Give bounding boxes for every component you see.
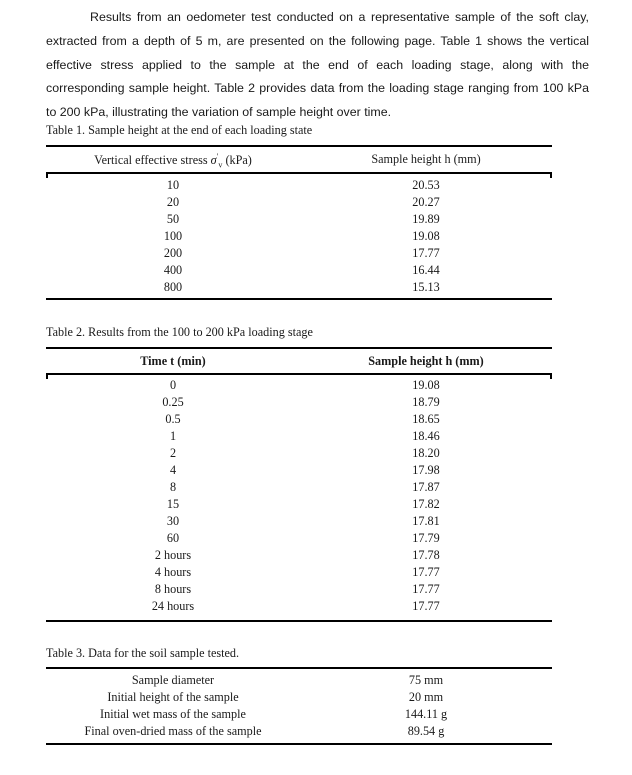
table2-cell-time: 0.25 (162, 395, 184, 409)
table1-row (46, 262, 552, 279)
table2-cell-time: 30 (166, 514, 180, 528)
table1-cell-height: 20.53 (412, 178, 440, 192)
table1-cell-height: 20.27 (412, 195, 440, 209)
table3-caption: Table 3. Data for the soil sample tested. (46, 646, 240, 660)
table2-body (46, 377, 552, 615)
table3-row (46, 723, 552, 740)
table2-cell-time: 8 (169, 480, 177, 494)
table2-cell-height: 17.81 (412, 514, 440, 528)
table2-cell-height: 18.79 (412, 395, 440, 409)
table1-row (46, 194, 552, 211)
table3-cell-property: Initial wet mass of the sample (100, 707, 246, 721)
table2-cell-time: 2 hours (154, 548, 192, 562)
table2-row (46, 496, 552, 513)
table1-cell-height: 19.89 (412, 212, 440, 226)
table1-top-rule (46, 145, 552, 147)
table2-cell-height: 19.08 (412, 378, 440, 392)
table3-row (46, 672, 552, 689)
table1-col1-header: Vertical effective stress $\sigma'_v$ (kPa) (94, 152, 252, 170)
table1-cell-stress: 10 (166, 178, 180, 192)
table3-cell-value: 89.54 g (407, 724, 445, 738)
table3-cell-value: 20 mm (408, 690, 444, 704)
table2-row (46, 445, 552, 462)
table2-row (46, 513, 552, 530)
table1-cell-height: 15.13 (412, 280, 440, 294)
table1-cell-stress: 20 (166, 195, 180, 209)
table2-col2-header: Sample height h (mm) (368, 354, 484, 368)
table3-cell-property: Sample diameter (131, 673, 215, 687)
table2-row (46, 530, 552, 547)
table2-cell-height: 18.65 (412, 412, 440, 426)
table2-cell-height: 17.82 (412, 497, 440, 511)
table2-col1-header: Time t (min) (140, 354, 206, 368)
table3-top-rule (46, 667, 552, 669)
table1-cell-stress: 200 (163, 246, 183, 260)
table1-header-rule (46, 172, 552, 174)
table2-cell-height: 17.98 (412, 463, 440, 477)
table2-caption: Table 2. Results from the 100 to 200 kPa loading stage (46, 325, 313, 339)
table2-cell-time: 0 (169, 378, 177, 392)
table1-cell-height: 17.77 (412, 246, 440, 260)
table1-cell-stress: 50 (166, 212, 180, 226)
table2-row (46, 547, 552, 564)
table2-cell-height: 18.46 (412, 429, 440, 443)
table2-row (46, 598, 552, 615)
table3-cell-property: Final oven-dried mass of the sample (84, 724, 262, 738)
table2-row (46, 428, 552, 445)
table2-cell-height: 17.77 (412, 565, 440, 579)
table2-top-rule (46, 347, 552, 349)
table1-bottom-rule (46, 298, 552, 300)
table2-row (46, 564, 552, 581)
table2-cell-height: 17.87 (412, 480, 440, 494)
table2-header-rule (46, 373, 552, 375)
table1-cell-height: 19.08 (412, 229, 440, 243)
table3-body (46, 672, 552, 740)
table2-cell-time: 15 (166, 497, 180, 511)
table1-cell-stress: 100 (163, 229, 183, 243)
table1-row (46, 211, 552, 228)
table2-cell-height: 18.20 (412, 446, 440, 460)
table2-cell-time: 2 (169, 446, 177, 460)
table2-row (46, 581, 552, 598)
table2-cell-time: 4 hours (154, 565, 192, 579)
table3-row (46, 706, 552, 723)
table2-cell-time: 4 (169, 463, 177, 477)
table2-cell-time: 24 hours (151, 599, 195, 613)
table2-cell-time: 1 (169, 429, 177, 443)
table2-cell-time: 8 hours (154, 582, 192, 596)
table2-cell-height: 17.79 (412, 531, 440, 545)
table3-cell-value: 75 mm (408, 673, 444, 687)
table1-col2-header: Sample height h (mm) (371, 152, 481, 166)
table2-cell-height: 17.77 (412, 582, 440, 596)
table3-bottom-rule (46, 743, 552, 745)
table1-cell-stress: 400 (163, 263, 183, 277)
table1-caption: Table 1. Sample height at the end of each loading state (46, 123, 313, 137)
table2-cell-time: 60 (166, 531, 180, 545)
table1-row (46, 228, 552, 245)
table2-row (46, 394, 552, 411)
table1-cell-stress: 800 (163, 280, 183, 294)
table1-row (46, 245, 552, 262)
table1-row (46, 177, 552, 194)
table2-cell-height: 17.78 (412, 548, 440, 562)
table2-row (46, 377, 552, 394)
table3-cell-value: 144.11 g (404, 707, 448, 721)
table3-row (46, 689, 552, 706)
table2-row (46, 479, 552, 496)
table1-cell-height: 16.44 (412, 263, 440, 277)
table3-cell-property: Initial height of the sample (107, 690, 239, 704)
intro-paragraph: Results from an oedometer test conducted on a representative sample of the soft clay, extracted from a depth of 5 m, are presented on the following page. Table 1 shows the vertical effective stress applied to the sample at the end of each loading stage, along with the corresponding sample height. Table 2 provides data from the loading stage ranging from 100 kPa to 200 kPa, illustrating the variation of sample height over time. (46, 10, 589, 120)
table2-row (46, 462, 552, 479)
table2-cell-time: 0.5 (165, 412, 181, 426)
table1-body (46, 177, 552, 296)
table2-bottom-rule (46, 620, 552, 622)
table1-row (46, 279, 552, 296)
table2-cell-height: 17.77 (412, 599, 440, 613)
table2-row (46, 411, 552, 428)
